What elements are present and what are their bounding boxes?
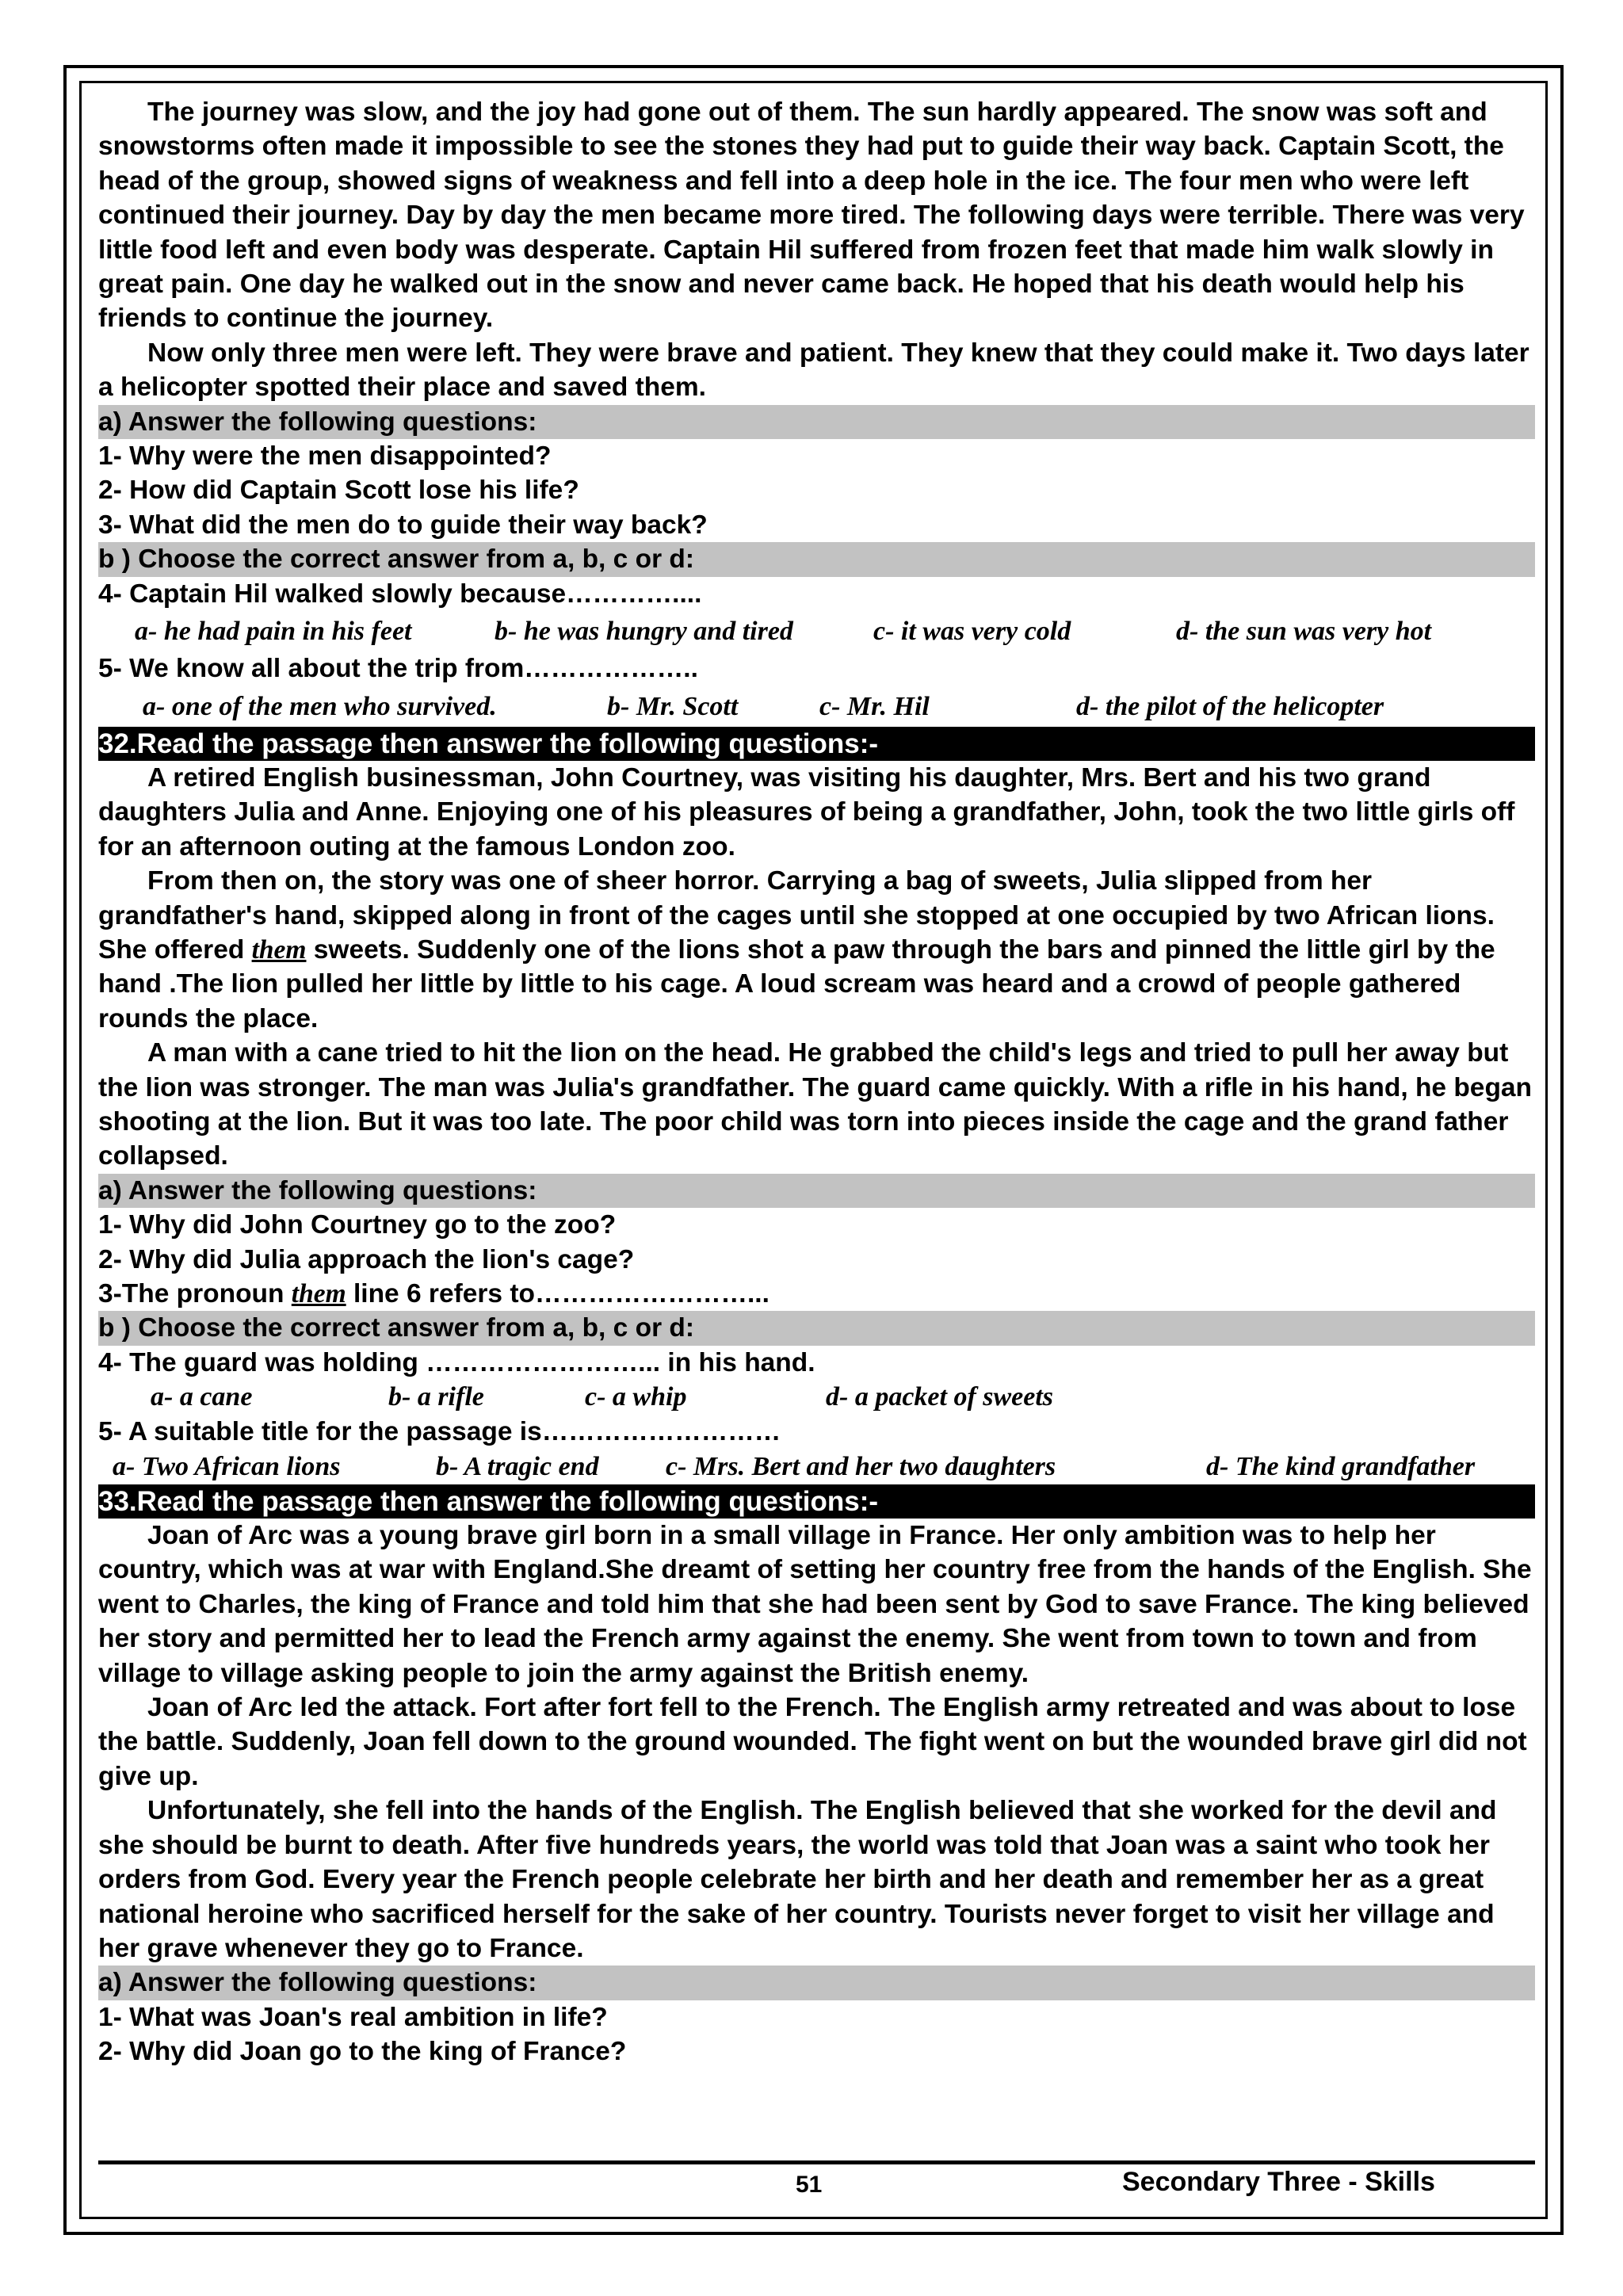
passage31-question-2: 2- How did Captain Scott lose his life? <box>98 476 579 506</box>
passage31-paragraph-1: The journey was slow, and the joy had gone out of them. The sun hardly appeared. The snow was soft and snowstorms often made it impossible to see the stones they had put to guide their way back. Captain Scott, the head of the group, showed signs of weakness and fell into a deep hole in the ice. The four men who were left continued their journey. Day by day the men became more tired. The following days were terrible. There was very little food left and even body was desperate. Captain Hil suffered from frozen feet that made him walk slowly in great pain. One day he walked out in the snow and never came back. He hoped that his death would help his friends to continue the journey. <box>98 97 1525 334</box>
underlined-word: them <box>251 934 307 965</box>
passage32-section-b-header: b ) Choose the correct answer from a, b, c or d: <box>98 1311 1535 1345</box>
passage31-question-1: 1- Why were the men disappointed? <box>98 441 552 472</box>
option-d: d- a packet of sweets <box>826 1382 1054 1412</box>
passage32-paragraph-3: A man with a cane tried to hit the lion on the head. He grabbed the child's legs and tried to pull her away but the lion was stronger. The man was Julia's grandfather. The guard came quickly. With a rifle in his hand, he began shooting at the lion. But it was too late. The poor child was torn into pieces inside the cage and the grand father collapsed. <box>98 1038 1532 1171</box>
option-b: b- he was hungry and tired <box>495 617 793 647</box>
underlined-word: them <box>291 1279 346 1308</box>
option-a: a- he had pain in his feet <box>135 617 412 647</box>
passage33-question-1: 1- What was Joan's real ambition in life? <box>98 2002 608 2032</box>
option-a: a- a cane <box>151 1382 253 1412</box>
passage32-paragraph-2 <box>98 864 1535 1036</box>
option-d: d- The kind grandfather <box>1206 1451 1476 1481</box>
passage32-section-a-header: a) Answer the following questions: <box>98 1174 1535 1208</box>
passage33-heading: 33.Read the passage then answer the following questions:- <box>98 1484 1535 1519</box>
passage31-paragraph-2: Now only three men were left. They were brave and patient. They knew that they could make it. Two days later a helicopter spotted their place and saved them. <box>98 338 1529 403</box>
option-c: c- Mrs. Bert and her two daughters <box>666 1451 1056 1481</box>
passage31-question-5-options <box>98 686 1535 727</box>
passage32-heading: 32.Read the passage then answer the following questions:- <box>98 727 1535 761</box>
passage32-paragraph-1: A retired English businessman, John Courtney, was visiting his daughter, Mrs. Bert and his two grand daughters Julia and Anne. Enjoying one of his pleasures of being a grandfather, John, took the two little girls off for an afternoon outing at the famous London zoo. <box>98 762 1515 861</box>
option-b: b- a rifle <box>388 1382 484 1412</box>
option-a: a- one of the men who survived. <box>143 691 497 721</box>
option-d: d- the pilot of the helicopter <box>1076 691 1384 721</box>
passage32-question-1: 1- Why did John Courtney go to the zoo? <box>98 1210 617 1240</box>
text-segment: From then on, the story was one of sheer horror. Carrying a bag of sweets, Julia slipped from her grandfather's hand, skipped along in front of the cages until she stopped at one occupied by two African lions. She offered <box>98 866 1495 965</box>
option-a: a- Two African lions <box>113 1451 341 1481</box>
passage31-question-4-options <box>98 611 1535 651</box>
page-content <box>98 95 1535 2069</box>
passage32-question-2: 2- Why did Julia approach the lion's cage? <box>98 1244 635 1274</box>
passage33-question-2: 2- Why did Joan go to the king of France? <box>98 2037 627 2067</box>
passage32-question-5: 5- A suitable title for the passage is……………………… <box>98 1417 781 1447</box>
passage33-paragraph-2: Joan of Arc led the attack. Fort after fort fell to the French. The English army retreated and was about to lose the battle. Suddenly, Joan fell down to the ground wounded. The fight went on but the wounded brave girl did not give up. <box>98 1693 1527 1791</box>
passage33-paragraph-1: Joan of Arc was a young brave girl born in a small village in France. Her only ambition was to help her country, which was at war with England.She dreamt of setting her country free from the hands of the English. She went to Charles, the king of France and told him that she had been sent by God to save France. The king believed her story and permitted her to lead the French army against the enemy. She went from town to town and from village to village asking people to join the army against the British enemy. <box>98 1521 1532 1688</box>
text-segment: 3-The pronoun <box>98 1279 292 1308</box>
passage32-question-5-options <box>98 1450 1535 1484</box>
passage31-question-5: 5- We know all about the trip from……………….. <box>98 654 698 684</box>
text-segment: line 6 refers to……………………... <box>346 1279 769 1308</box>
passage31-section-a-header: a) Answer the following questions: <box>98 405 1535 439</box>
passage33-paragraph-3: Unfortunately, she fell into the hands of the English. The English believed that she worked for the devil and she should be burnt to death. After five hundreds years, the world was told that Joan was a saint who took her orders from God. Every year the French people celebrate her birth and her death and remember her as a great national heroine who sacrificed herself for the sake of her country. Tourists never forget to visit her village and her grave whenever they go to France. <box>98 1796 1497 1963</box>
passage32-question-4-options <box>98 1380 1535 1415</box>
page-number: 51 <box>796 2172 823 2198</box>
option-b: b- Mr. Scott <box>607 691 739 721</box>
passage32-question-3 <box>98 1277 1535 1311</box>
text-segment: sweets. Suddenly one of the lions shot a paw through the bars and pinned the little girl by the hand .The lion pulled her little by little to his cage. A loud scream was heard and a crowd of people gathered rounds the place. <box>98 934 1495 1033</box>
footer-divider <box>98 2160 1535 2164</box>
option-c: c- a whip <box>585 1382 687 1412</box>
option-d: d- the sun was very hot <box>1176 617 1432 647</box>
passage31-section-b-header: b ) Choose the correct answer from a, b, c or d: <box>98 542 1535 576</box>
option-b: b- A tragic end <box>436 1451 599 1481</box>
passage31-question-3: 3- What did the men do to guide their way back? <box>98 510 708 540</box>
option-c: c- Mr. Hil <box>819 691 930 721</box>
passage31-question-4: 4- Captain Hil walked slowly because………….... <box>98 579 702 609</box>
passage32-question-4: 4- The guard was holding ……………………... in his hand. <box>98 1347 815 1377</box>
footer-course-title: Secondary Three - Skills <box>1122 2167 1435 2197</box>
passage33-section-a-header: a) Answer the following questions: <box>98 1966 1535 2000</box>
option-c: c- it was very cold <box>873 617 1071 647</box>
